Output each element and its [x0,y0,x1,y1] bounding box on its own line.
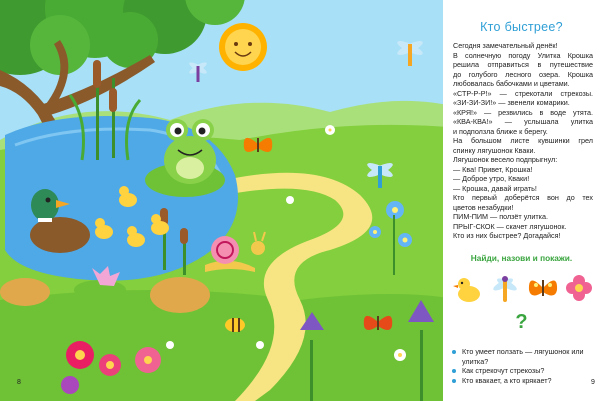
bullet-icon [452,379,456,383]
page-number-left: 8 [17,379,21,386]
questions-list [451,347,597,385]
story-line: «ЗИ-ЗИ-ЗИ!» — звенели комарики. [453,98,570,107]
story-line: «КРЯ!» — резвились в воде утята. [453,107,593,117]
story-line: любовалась бабочками и цветами. [453,79,570,88]
bullet-icon [452,369,456,373]
story-line: цветов незабудки! [453,202,514,212]
story-line: На большом листе кувшинки грел [453,136,593,145]
story-line: «КВА-КВА!» — услышала улитка [453,117,593,126]
story-line: спинку лягушонок Кваки. [453,145,536,155]
bee-bottom [225,318,245,332]
story-line: Кто из них быстрее? Догадайся! [453,231,561,240]
question-item: Кто квакает, а кто крякает? [451,376,597,386]
page-title: Кто быстрее? [480,20,563,34]
butterfly-orange [244,138,272,152]
bullet-icon [452,350,456,354]
question-mark: ? [515,311,528,333]
story-line: ПРЫГ-СКОК — скачет лягушонок. [453,221,567,231]
story-text [453,41,593,241]
story-line: — Ква! Привет, Крошка! [453,164,533,174]
question-item: Как стрекочут стрекозы? [451,366,597,376]
butterfly-icon [529,280,557,296]
story-line: «СТР-Р-Р!» — стрекотали стрекозы. [453,88,593,98]
rock [150,277,210,313]
text-panel [443,0,600,401]
sun [219,23,267,71]
story-line: Сегодня замечательный денёк! [453,41,558,50]
story-line: Кто первый доберётся вон до тех [453,193,593,202]
story-line: В солнечную погоду Улитка Крошка [453,50,593,60]
story-line: ПИМ-ПИМ — ползёт улитка. [453,212,548,221]
flower-icon [566,275,592,301]
story-line: решила отправиться в путешествие [453,60,593,69]
find-items-row [451,268,596,308]
duckling-icon [453,278,480,302]
story-line: — Крошка, давай играть! [453,183,537,193]
question-item: Кто умеет ползать — лягушонок или улитка? [451,347,597,366]
dragonfly-icon [492,276,518,302]
story-line: и подползла ближе к берегу. [453,126,548,136]
story-line: Лягушонок весело подпрыгнул: [453,155,558,164]
task-label: Найди, назови и покажи. [470,253,573,263]
butterfly-bottom [364,316,392,330]
story-line: до голубого лесного озера. Крошка [453,69,593,79]
page-number-right: 9 [591,379,595,386]
story-line: — Доброе утро, Кваки! [453,174,530,183]
